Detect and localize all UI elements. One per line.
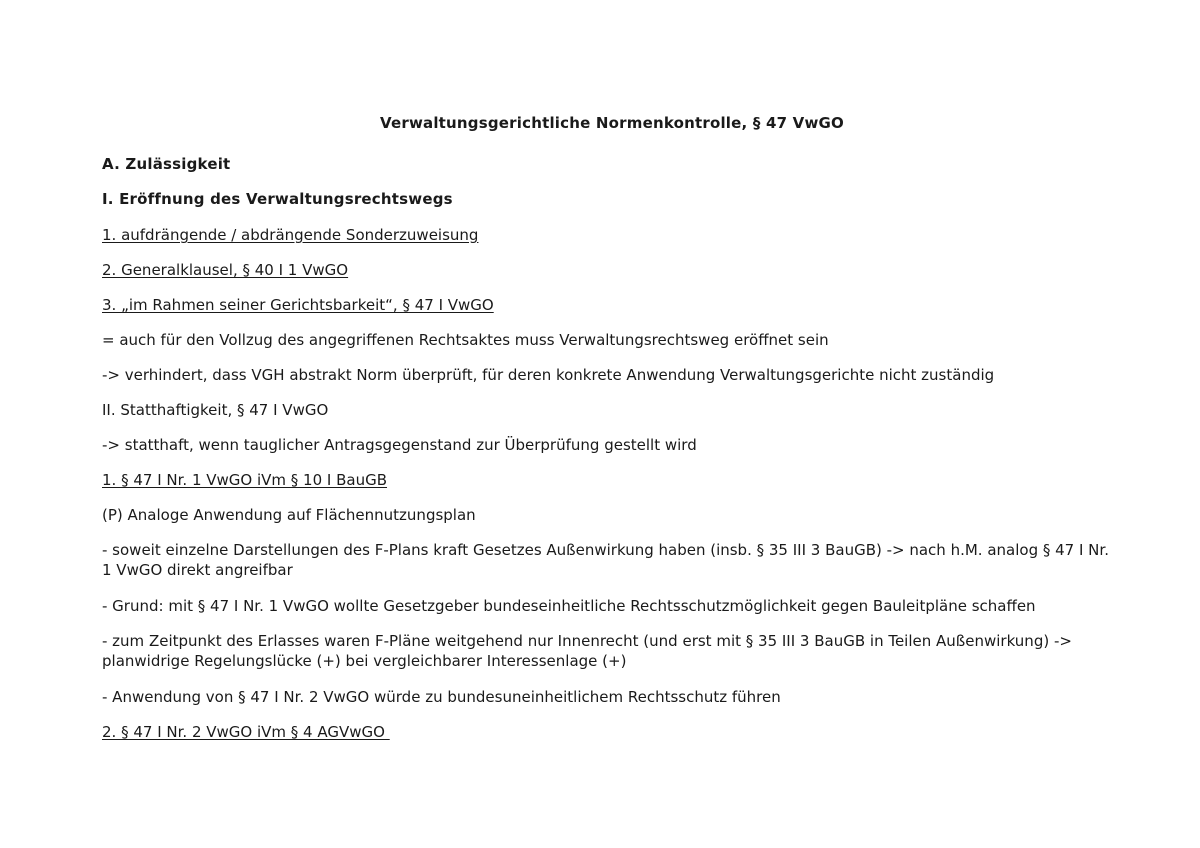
paragraph-vollzug: = auch für den Vollzug des angegriffenen Rechtsaktes muss Verwaltungsrechtsweg eröffnet sein	[102, 331, 829, 349]
document-page	[102, 112, 1122, 757]
paragraph-statthaft: -> statthaft, wenn tauglicher Antragsgegenstand zur Überprüfung gestellt wird	[102, 436, 697, 454]
paragraph-grund: - Grund: mit § 47 I Nr. 1 VwGO wollte Gesetzgeber bundeseinheitliche Rechtsschutzmöglichkeit gegen Bauleitpläne schaffen	[102, 597, 1036, 615]
paragraph-problem: (P) Analoge Anwendung auf Flächennutzungsplan	[102, 506, 476, 524]
section-heading-i: I. Eröffnung des Verwaltungsrechtswegs	[102, 190, 453, 208]
subheading-generalklausel: 2. Generalklausel, § 40 I 1 VwGO	[102, 261, 349, 279]
section-heading-a: A. Zulässigkeit	[102, 155, 231, 173]
document-title: Verwaltungsgerichtliche Normenkontrolle, § 47 VwGO	[379, 114, 844, 132]
paragraph-zeitpunkt: - zum Zeitpunkt des Erlasses waren F-Pläne weitgehend nur Innenrecht (und erst mit § 35 III 3 BauGB in Teilen Außenwirkung) -> planwidrige Regelungslücke (+) bei vergleichbarer Interessenlage (+)	[102, 632, 1072, 670]
paragraph-darstellungen: - soweit einzelne Darstellungen des F-Plans kraft Gesetzes Außenwirkung haben (insb. § 35 III 3 BauGB) -> nach h.M. analog § 47 I Nr. 1 VwGO direkt angreifbar	[102, 541, 1109, 579]
paragraph-vgh: -> verhindert, dass VGH abstrakt Norm überprüft, für deren konkrete Anwendung Verwaltungsgerichte nicht zuständig	[102, 366, 995, 384]
section-heading-ii: II. Statthaftigkeit, § 47 I VwGO	[102, 401, 329, 419]
subheading-gerichtsbarkeit: 3. „im Rahmen seiner Gerichtsbarkeit“, § 47 I VwGO	[102, 296, 494, 314]
subheading-baugb: 1. § 47 I Nr. 1 VwGO iVm § 10 I BauGB	[102, 471, 388, 489]
subheading-agvwgo: 2. § 47 I Nr. 2 VwGO iVm § 4 AGVwGO	[102, 723, 390, 741]
subheading-sonderzuweisung: 1. aufdrängende / abdrängende Sonderzuweisung	[102, 226, 479, 244]
paragraph-anwendung: - Anwendung von § 47 I Nr. 2 VwGO würde zu bundesuneinheitlichem Rechtsschutz führen	[102, 688, 781, 706]
